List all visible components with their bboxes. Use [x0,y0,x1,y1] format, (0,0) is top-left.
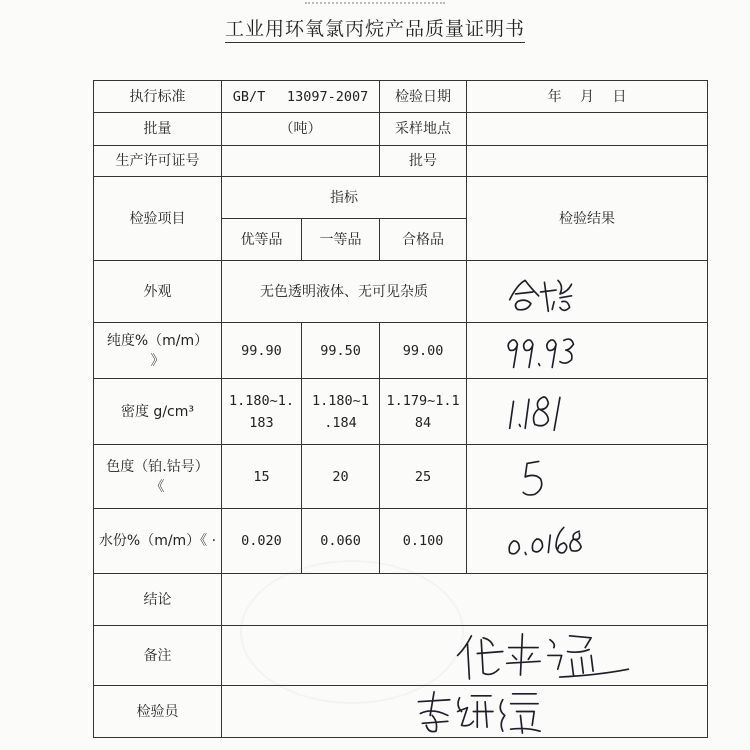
standard-label: 执行标准 [94,81,222,113]
result-handwritten [467,261,708,323]
spec-merged: 无色透明液体、无可见杂质 [222,261,467,323]
result-handwritten [467,509,708,574]
grade-superior: 优等品 [222,219,302,261]
grade-qualified: 合格品 [380,219,467,261]
item-label: 检验项目 [94,177,222,261]
spec-first: 99.50 [302,323,380,379]
item-name: 水份%（m/m）《 · [94,509,222,574]
inspector-label: 检验员 [94,686,222,738]
spec-superior: 99.90 [222,323,302,379]
item-name: 色度（铂.钴号） 《 [94,445,222,509]
row-purity [94,323,708,379]
license-value [222,146,380,177]
batch-qty-unit: （吨） [222,113,380,146]
spec-first: 20 [302,445,380,509]
sampling-place-value [467,113,708,146]
spec-qualified: 1.179~1.1 84 [380,379,467,445]
spec-qualified: 99.00 [380,323,467,379]
handwriting-result-density [471,380,703,444]
sampling-place-label: 采样地点 [380,113,467,146]
license-label: 生产许可证号 [94,146,222,177]
result-handwritten [467,379,708,445]
row-spec-header-top [94,177,708,219]
index-label: 指标 [222,177,467,219]
row-moisture [94,509,708,574]
batch-qty-label: 批量 [94,113,222,146]
conclusion-label: 结论 [94,574,222,626]
item-name: 外观 [94,261,222,323]
grade-first: 一等品 [302,219,380,261]
item-name: 密度 g/cm³ [94,379,222,445]
standard-value: GB/T 13097-2007 [222,81,380,113]
spec-qualified: 0.100 [380,509,467,574]
inspect-date-label: 检验日期 [380,81,467,113]
spec-superior: 15 [222,445,302,509]
lot-no-label: 批号 [380,146,467,177]
item-name: 纯度%（m/m） 》 [94,323,222,379]
row-license [94,146,708,177]
spec-first: 0.060 [302,509,380,574]
result-label: 检验结果 [467,177,708,261]
handwriting-result-color [471,446,703,508]
row-appearance [94,261,708,323]
inspect-date-value: 年 月 日 [467,81,708,113]
document-title-text: 工业用环氧氯丙烷产品质量证明书 [225,18,525,43]
spec-first: 1.180~1 .184 [302,379,380,445]
remarks-label: 备注 [94,626,222,686]
lot-no-value [467,146,708,177]
spec-superior: 0.020 [222,509,302,574]
spec-qualified: 25 [380,445,467,509]
row-color [94,445,708,509]
row-standard [94,81,708,113]
result-handwritten [467,323,708,379]
faint-stamp-ghost [240,560,464,704]
row-density [94,379,708,445]
spec-superior: 1.180~1. 183 [222,379,302,445]
result-handwritten [467,445,708,509]
document-title [0,14,750,41]
handwriting-result-moisture [471,510,703,573]
top-edge-marks [305,2,445,7]
handwriting-result-qualified [471,263,703,321]
handwriting-result-purity [471,323,703,377]
row-batch [94,113,708,146]
